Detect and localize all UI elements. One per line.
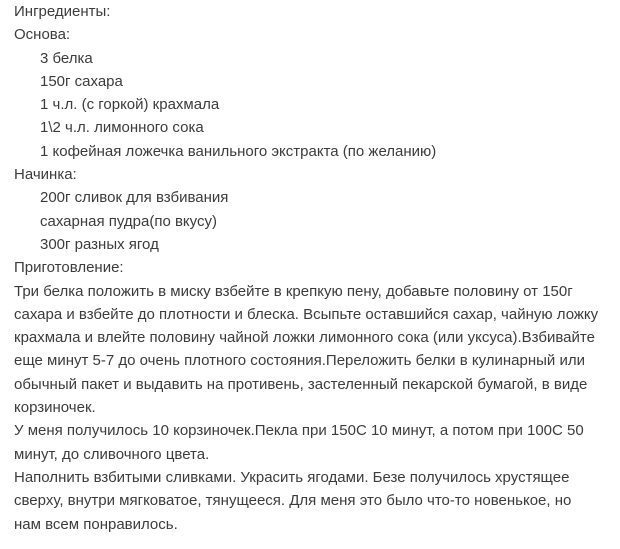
paragraph-line: сверху, внутри мягковатое, тянущееся. Для меня это было что-то новенькое, но — [14, 492, 572, 510]
paragraph-line: минут, до сливочного цвета. — [14, 445, 210, 463]
paragraph-line: У меня получилось 10 корзиночек.Пекла при 150С 10 минут, а потом при 100С 50 — [14, 422, 584, 440]
preparation-paragraph — [14, 419, 614, 466]
filling-item: 200г сливок для взбивания — [40, 189, 229, 207]
base-heading: Основа: — [14, 26, 71, 44]
paragraph-line: сахара и взбейте до плотности и блеска. Всыпьте оставшийся сахар, чайную ложку — [14, 305, 599, 323]
base-item: 3 белка — [40, 49, 93, 67]
paragraph-line: нам всем понравилось. — [14, 515, 178, 533]
filling-item: 300г разных ягод — [40, 235, 159, 253]
paragraph-line: Наполнить взбитыми сливками. Украсить ягодами. Безе получилось хрустящее — [14, 468, 570, 486]
filling-item: сахарная пудра(по вкусу) — [40, 212, 217, 230]
paragraph-line: корзиночек. — [14, 399, 96, 417]
base-item: 1 ч.л. (с горкой) крахмала — [40, 96, 220, 114]
preparation-heading: Приготовление: — [14, 259, 124, 277]
ingredients-heading: Ингредиенты: — [14, 3, 111, 20]
preparation-paragraph — [14, 466, 614, 536]
paragraph-line: Три белка положить в миску взбейте в крепкую пену, добавьте половину от 150г — [14, 282, 573, 300]
preparation-paragraph — [14, 280, 614, 420]
paragraph-line: обычный пакет и выдавить на противень, застеленный пекарской бумагой, в виде — [14, 375, 588, 393]
base-item: 150г сахара — [40, 72, 123, 90]
base-item: 1 кофейная ложечка ванильного экстракта (по желанию) — [40, 142, 437, 160]
paragraph-line: еще минут 5-7 до очень плотного состояния.Переложить белки в кулинарный или — [14, 352, 585, 370]
paragraph-line: крахмала и влейте половину чайной ложки лимонного сока (или уксуса).Взбивайте — [14, 329, 595, 347]
filling-heading: Начинка: — [14, 166, 77, 184]
base-item: 1\2 ч.л. лимонного сока — [40, 119, 204, 137]
recipe-document — [14, 0, 614, 536]
